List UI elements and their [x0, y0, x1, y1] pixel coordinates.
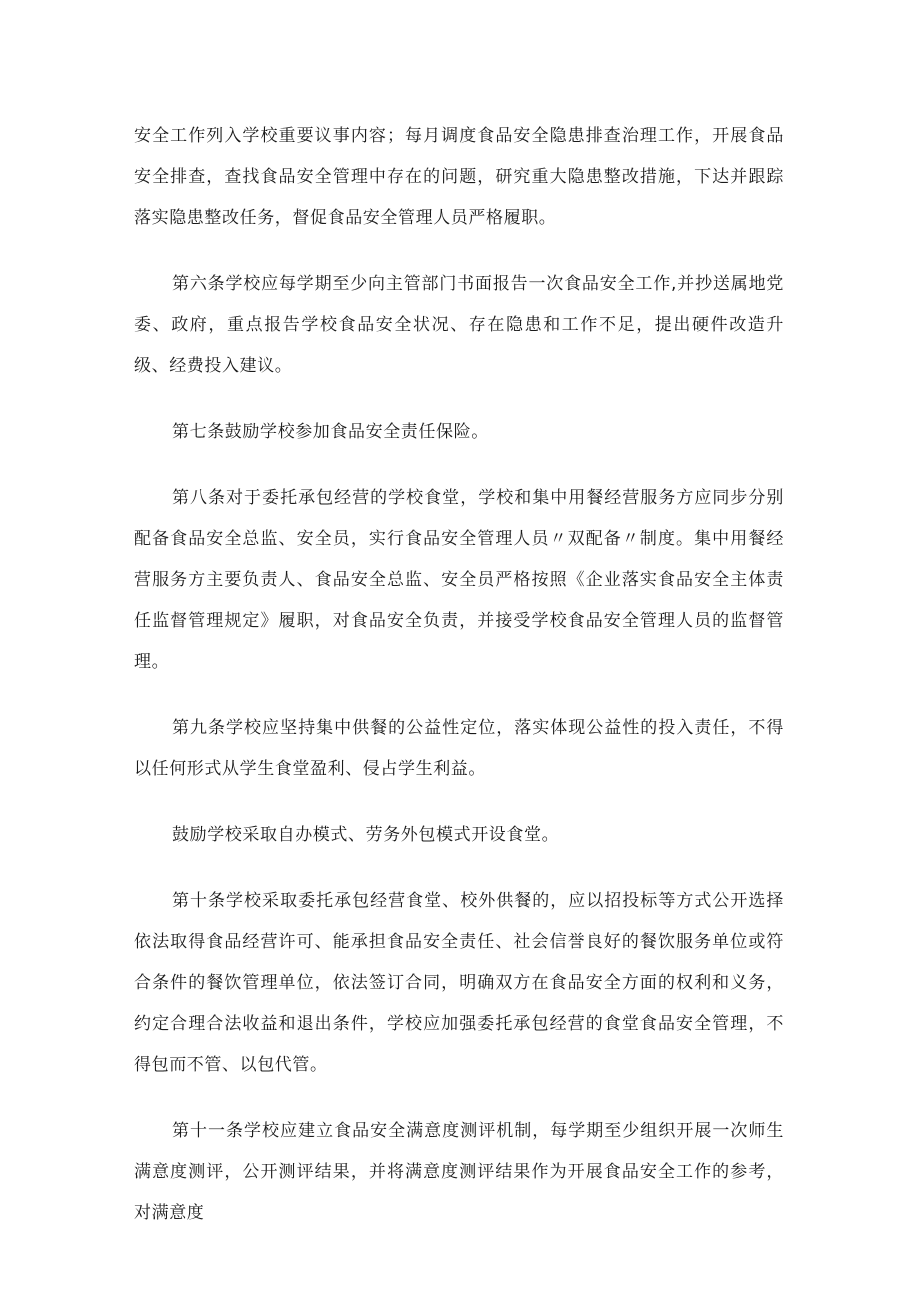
paragraph-article-10: 第十条学校采取委托承包经营食堂、校外供餐的，应以招投标等方式公开选择依法取得食品经营许可、能承担食品安全责任、社会信誉良好的餐饮服务单位或符合条件的餐饮管理单位，依法签订合同，明确双方在食品安全方面的权利和义务，约定合理合法收益和退出条件，学校应加强委托承包经营的食堂食品安全管理，不得包而不管、以包代管。	[134, 891, 784, 1075]
paragraph-article-7: 第七条鼓励学校参加食品安全责任保险。	[172, 422, 489, 442]
document-body	[134, 116, 784, 1234]
paragraph-article-9-supplement: 鼓励学校采取自办模式、劳务外包模式开设食堂。	[172, 825, 560, 845]
paragraph-article-6: 第六条学校应每学期至少向主管部门书面报告一次食品安全工作,并抄送属地党委、政府，重点报告学校食品安全状况、存在隐患和工作不足，提出硬件改造升级、经费投入建议。	[134, 274, 784, 376]
paragraph-continuation: 安全工作列入学校重要议事内容；每月调度食品安全隐患排查治理工作，开展食品安全排查，查找食品安全管理中存在的问题，研究重大隐患整改措施，下达并跟踪落实隐患整改任务，督促食品安全管理人员严格履职。	[134, 126, 784, 228]
paragraph-article-9: 第九条学校应坚持集中供餐的公益性定位，落实体现公益性的投入责任，不得以任何形式从学生食堂盈利、侵占学生利益。	[134, 718, 784, 779]
paragraph-article-11: 第十一条学校应建立食品安全满意度测评机制，每学期至少组织开展一次师生满意度测评，公开测评结果，并将满意度测评结果作为开展食品安全工作的参考，对满意度	[134, 1121, 784, 1223]
paragraph-article-8: 第八条对于委托承包经营的学校食堂，学校和集中用餐经营服务方应同步分别配备食品安全总监、安全员，实行食品安全管理人员〃双配备〃制度。集中用餐经营服务方主要负责人、食品安全总监、安全员严格按照《企业落实食品安全主体责任监督管理规定》履职，对食品安全负责，并接受学校食品安全管理人员的监督管理。	[134, 488, 784, 672]
